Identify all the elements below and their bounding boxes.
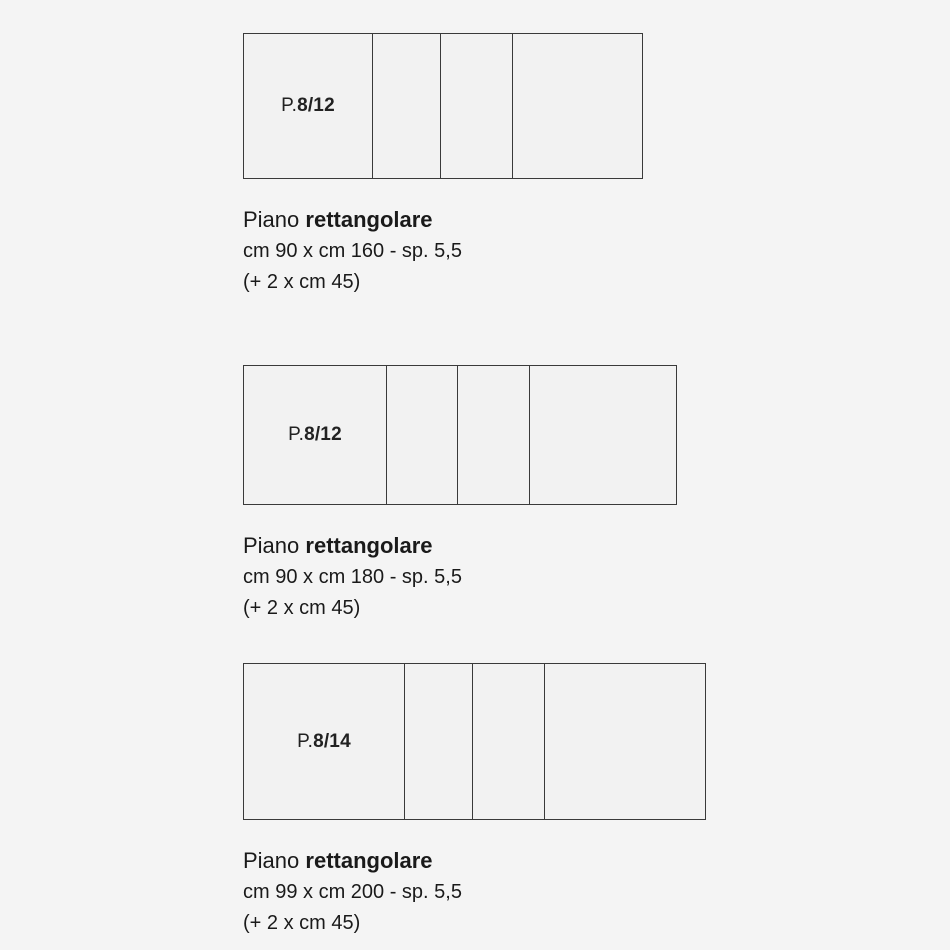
- caption-dimensions-1: cm 90 x cm 160 - sp. 5,5: [243, 240, 462, 263]
- table-top-diagram-2: [243, 365, 675, 505]
- panel-label-2: P.8/12: [288, 424, 342, 445]
- caption-extension-2: (+ 2 x cm 45): [243, 596, 361, 619]
- caption-2: [243, 531, 675, 621]
- table-spec-item-3: [243, 663, 704, 936]
- table-panel: [457, 365, 530, 505]
- table-top-diagram-1: [243, 33, 641, 179]
- table-spec-item-2: [243, 365, 675, 621]
- caption-3: [243, 846, 704, 936]
- table-panel: [243, 365, 387, 505]
- table-panel: [440, 33, 513, 179]
- table-panel: [529, 365, 677, 505]
- caption-dimensions-3: cm 99 x cm 200 - sp. 5,5: [243, 881, 462, 904]
- table-panel: [404, 663, 474, 820]
- caption-dimensions-2: cm 90 x cm 180 - sp. 5,5: [243, 566, 462, 589]
- caption-title-3: Piano rettangolare: [243, 848, 433, 873]
- caption-title-2: Piano rettangolare: [243, 533, 433, 558]
- table-spec-item-1: [243, 33, 641, 295]
- table-top-diagram-3: [243, 663, 704, 820]
- panel-label-3: P.8/14: [297, 730, 351, 752]
- table-panel: [544, 663, 706, 820]
- caption-extension-3: (+ 2 x cm 45): [243, 911, 361, 934]
- table-panel: [243, 663, 405, 820]
- panel-label-1: P.8/12: [281, 95, 335, 116]
- table-panel: [512, 33, 643, 179]
- table-panel: [472, 663, 545, 820]
- caption-title-1: Piano rettangolare: [243, 207, 433, 232]
- caption-1: [243, 205, 641, 295]
- caption-extension-1: (+ 2 x cm 45): [243, 270, 361, 293]
- table-panel: [243, 33, 373, 179]
- table-panel: [386, 365, 459, 505]
- table-panel: [372, 33, 442, 179]
